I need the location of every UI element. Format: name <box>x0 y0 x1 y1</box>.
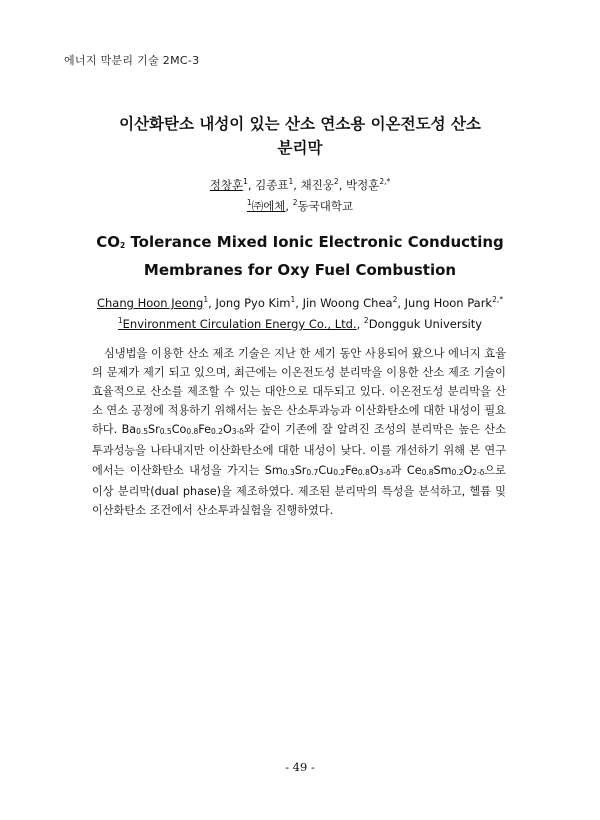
formula-bscf: Ba0.5Sr0.5Co0.8Fe0.2O3-δ <box>121 423 244 437</box>
korean-affiliations: $^1$㈜에체, $^2$동국대학교 <box>246 198 354 213</box>
korean-author-4: 박정훈 <box>346 178 380 192</box>
formula-sdc: Ce0.8Sm0.2O2-δ <box>406 463 485 477</box>
english-affiliation-2: Dongguk University <box>368 317 483 331</box>
korean-title-line1: 이산화탄소 내성이 있는 산소 연소용 이온전도성 산소 <box>119 115 481 133</box>
korean-title <box>40 112 560 160</box>
english-author-4: Jung Hoon Park <box>404 296 493 310</box>
english-title-line1: CO2 Tolerance Mixed Ionic Electronic Conducting <box>96 233 504 251</box>
page-number: - 49 - <box>285 760 315 774</box>
english-authors <box>0 291 600 333</box>
english-title-line2: Membranes for Oxy Fuel Combustion <box>143 261 457 279</box>
english-affiliations: $^1$Environment Circulation Energy Co., Ltd., $^2$Dongguk University <box>117 316 483 331</box>
english-author-list: Chang Hoon Jeong$^1$, Jong Pyo Kim$^1$, Jin Woong Chea$^2$, Jung Hoon Park$^{2,*}$ <box>96 295 504 310</box>
english-affiliation-1: $^1$Environment Circulation Energy Co., Ltd. <box>117 316 357 331</box>
korean-title-line2: 분리막 <box>277 139 323 157</box>
korean-authors <box>0 173 600 215</box>
formula-scf: Sm0.3Sr0.7Cu0.2Fe0.8O3-δ <box>264 463 391 477</box>
conference-header: 에너지 막분리 기술 2MC-3 <box>64 54 200 67</box>
korean-affiliation-1: $^1$㈜에체 <box>246 198 286 213</box>
korean-author-list: 정창훈$^1$, 김종표$^1$, 채진웅$^2$, 박정훈$^{2,*}$ <box>209 177 391 192</box>
korean-author-3: 채진웅 <box>300 178 334 192</box>
english-author-2: Jong Pyo Kim <box>215 296 291 310</box>
korean-author-1: 정창훈 <box>209 178 244 192</box>
english-author-3: Jin Woong Chea <box>302 296 393 310</box>
abstract <box>92 344 506 520</box>
english-author-1: Chang Hoon Jeong <box>96 296 204 310</box>
english-title <box>40 230 560 282</box>
korean-author-2: 김종표 <box>255 178 289 192</box>
abstract-paragraph: 심냉법을 이용한 산소 제조 기술은 지난 한 세기 동안 사용되어 왔으나 에너지 효율의 문제가 제기 되고 있으며, 최근에는 이온전도성 분리막을 이용한 산소 제조 기술이 효율적으로 산소를 제조할 수 있는 대안으로 대두되고 있다. 이온전도성 분리막을 산소 연소 공정에 적용하기 위해서는 높은 산소투과능과 이산화탄소에 대한 내성이 필요하다. Ba0.5Sr0.5Co0.8Fe0.2O3-δ와 같이 기존에 잘 알려진 조성의 분리막은 높은 산소 투과성능을 나타내지만 이산화탄소에 대한 내성이 낮다. 이를 개선하기 위해 본 연구에서는 이산화탄소 내성을 가지는 Sm0.3Sr0.7Cu0.2Fe0.8O3-δ과 Ce0.8Sm0.2O2-δ으로 이상 분리막(dual phase)을 제조하였다. 제조된 분리막의 특성을 분석하고, 헬륨 및 이산화탄소 조건에서 산소투과실험을 진행하였다. <box>92 347 506 517</box>
korean-affiliation-2: 동국대학교 <box>297 199 354 213</box>
